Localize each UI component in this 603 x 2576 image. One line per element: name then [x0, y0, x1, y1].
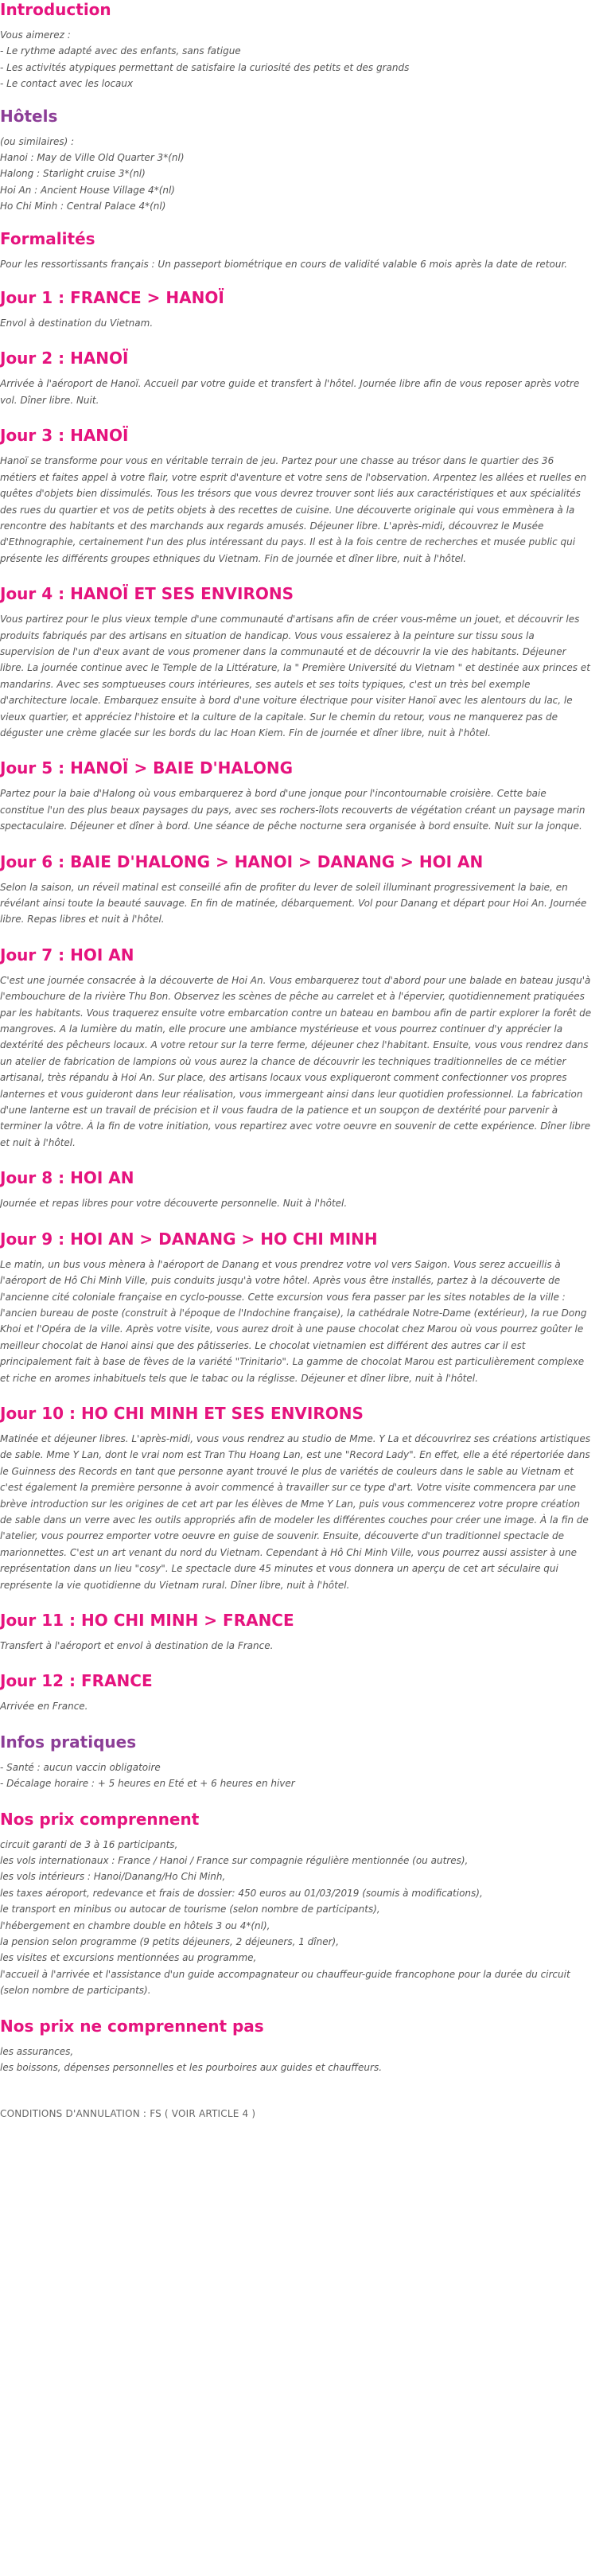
infos-item: - Santé : aucun vaccin obligatoire	[0, 1761, 161, 1773]
intro-list	[0, 43, 592, 92]
hotel-item: Hanoi : May de Ville Old Quarter 3*(nl)	[0, 152, 185, 164]
formalites-section	[0, 229, 592, 272]
formalites-title: Formalités	[0, 228, 95, 248]
day-section	[0, 1671, 592, 1714]
day-title: Jour 7 : HOI AN	[0, 945, 134, 965]
day-title: Jour 10 : HO CHI MINH ET SES ENVIRONS	[0, 1403, 364, 1423]
intro-lead: Vous aimerez :	[0, 29, 71, 41]
day-section	[0, 758, 592, 834]
day-section	[0, 288, 592, 331]
day-text: Arrivée en France.	[0, 1701, 88, 1713]
day-section	[0, 1230, 592, 1386]
infos-section	[0, 1732, 592, 1792]
prix-inclus-section	[0, 1810, 592, 1999]
day-section	[0, 852, 592, 928]
day-title: Jour 9 : HOI AN > DANANG > HO CHI MINH	[0, 1229, 378, 1249]
prix-inclus-item: l'accueil à l'arrivée et l'assistance d'un guide accompagnateur ou chauffeur-guide francophone pour la durée du circuit (selon nombre de participants).	[0, 1968, 570, 1997]
day-text: Envol à destination du Vietnam.	[0, 318, 154, 329]
hotels-title: Hôtels	[0, 106, 58, 126]
day-section	[0, 426, 592, 567]
day-text: Arrivée à l'aéroport de Hanoï. Accueil par votre guide et transfert à l'hôtel. Journée libre afin de vous reposer après votre vol. Dîner libre. Nuit.	[0, 378, 580, 406]
day-section	[0, 1611, 592, 1654]
day-title: Jour 2 : HANOÏ	[0, 349, 129, 368]
hotel-item: Halong : Starlight cruise 3*(nl)	[0, 168, 146, 180]
hotels-lead: (ou similaires) :	[0, 135, 75, 147]
intro-item: - Les activités atypiques permettant de satisfaire la curiosité des petits et des grands	[0, 61, 410, 73]
day-title: Jour 8 : HOI AN	[0, 1168, 134, 1188]
intro-title: Introduction	[0, 0, 111, 19]
day-section	[0, 349, 592, 408]
day-title: Jour 4 : HANOÏ ET SES ENVIRONS	[0, 584, 294, 604]
day-text: C'est une journée consacrée à la découverte de Hoi An. Vous embarquerez tout d'abord pour une balade en bateau jusqu'à l'embouchure de la rivière Thu Bon. Observez les scènes de pêche au carrelet et à l'épervier, quotidiennement pratiquées par les habitants. Vous traquerez ensuite votre embarcation contre un bateau en bambou afin de partir explorer la forêt de mangroves. A la lumière du matin, elle procure une ambiance mystérieuse et vous pourrez continuer d'y apprécier la dextérité des pêcheurs locaux. A votre retour sur la terre ferme, déjeuner chez l'habitant. Ensuite, vous vous rendrez dans un atelier de fabrication de lampions où vous aurez la chance de découvrir les techniques traditionnelles de ce métier artisanal, très répandu à Hoi An. Sur place, des artisans locaux vous expliqueront comment confectionner vos propres lanternes et vous guideront dans leur réalisation, vous immergeant ainsi dans leur quotidien professionnel. La fabrication d'une lanterne est un travail de précision et il vous faudra de la patience et un soupçon de dextérité pour parvenir à terminer la vôtre. À la fin de votre initiation, vous repartirez avec votre oeuvre en souvenir de cette expérience. Dîner libre et nuit à l'hôtel.	[0, 974, 592, 1148]
hotel-item: Hoi An : Ancient House Village 4*(nl)	[0, 184, 175, 196]
prix-inclus-item: les vols intérieurs : Hanoi/Danang/Ho Chi Minh,	[0, 1871, 226, 1883]
day-title: Jour 6 : BAIE D'HALONG > HANOI > DANANG > HOI AN	[0, 852, 484, 871]
day-section	[0, 584, 592, 741]
prix-exclus-list	[0, 2044, 592, 2076]
day-title: Jour 1 : FRANCE > HANOÏ	[0, 288, 224, 308]
prix-inclus-item: les taxes aéroport, redevance et frais de dossier: 450 euros au 01/03/2019 (soumis à modifications),	[0, 1887, 483, 1899]
prix-inclus-title: Nos prix comprennent	[0, 1809, 200, 1829]
formalites-text: Pour les ressortissants français : Un passeport biométrique en cours de validité valable 6 mois après la date de retour.	[0, 258, 568, 270]
prix-inclus-list	[0, 1837, 592, 1999]
footer-section	[0, 2108, 592, 2126]
prix-exclus-section	[0, 2017, 592, 2076]
infos-list	[0, 1760, 592, 1792]
prix-inclus-item: les vols internationaux : France / Hanoi / France sur compagnie régulière mentionnée (ou autres),	[0, 1855, 469, 1867]
prix-exclus-item: les assurances,	[0, 2045, 74, 2057]
day-text: Transfert à l'aéroport et envol à destination de la France.	[0, 1640, 274, 1651]
day-title: Jour 11 : HO CHI MINH > FRANCE	[0, 1611, 294, 1630]
prix-inclus-item: circuit garanti de 3 à 16 participants,	[0, 1838, 178, 1850]
day-text: Hanoï se transforme pour vous en véritable terrain de jeu. Partez pour une chasse au trésor dans le quartier des 36 métiers et faites appel à votre flair, votre esprit d'aventure et votre sens de l'observation. Arpentez les allées et ruelles en quêtes d'objets bien dissimulés. Tous les trésors que vous devrez trouver sont liés aux caractéristiques et aux spécialités des rues du quartier et vos de petits objets à des recettes de cuisine. Une découverte originale qui vous emmènera à la rencontre des habitants et des marchands aux regards amusés. Déjeuner libre. L'après-midi, découvrez le Musée d'Ethnographie, certainement l'un des plus intéressant du pays. Il est à la fois centre de recherches et musée public qui présente les différents groupes ethniques du Vietnam. Fin de journée et dîner libre, nuit à l'hôtel.	[0, 455, 587, 564]
intro-item: - Le rythme adapté avec des enfants, sans fatigue	[0, 45, 241, 57]
day-text: Partez pour la baie d'Halong où vous embarquerez à bord d'une jonque pour l'incontournable croisière. Cette baie constitue l'un des plus beaux paysages du pays, avec ses rochers-îlots recouverts de végétation créant un paysage marin spectaculaire. Déjeuner et dîner à bord. Une séance de pêche nocturne sera organisée à bord ensuite. Nuit sur la jonque.	[0, 788, 585, 832]
day-section	[0, 1404, 592, 1593]
prix-inclus-item: l'hébergement en chambre double en hôtels 3 ou 4*(nl),	[0, 1919, 270, 1931]
prix-exclus-title: Nos prix ne comprennent pas	[0, 2016, 264, 2036]
day-title: Jour 5 : HANOÏ > BAIE D'HALONG	[0, 758, 294, 778]
day-text: Vous partirez pour le plus vieux temple d'une communauté d'artisans afin de créer vous-même un jouet, et découvrir les produits fabriqués par des artisans en situation de handicap. Vous vous essaierez à la peinture sur tissu sous la supervision de l'un d'eux avant de vous promener dans la communauté et de découvrir la vie des habitants. Déjeuner libre. La journée continue avec le Temple de la Littérature, la " Première Université du Vietnam " et destinée aux princes et mandarins. Avec ses somptueuses cours intérieures, ses autels et ses toits typiques, c'est un très bel exemple d'architecture locale. Embarquez ensuite à bord d'une voiture électrique pour visiter Hanoï avec les alentours du lac, le vieux quartier, et appréciez l'histoire et la culture de la capitale. Sur le chemin du retour, vous ne manquerez pas de déguster une crème glacée sur les bords du lac Hoan Kiem. Fin de journée et dîner libre, nuit à l'hôtel.	[0, 614, 590, 739]
cancellation-conditions: CONDITIONS D'ANNULATION : FS ( VOIR ARTICLE 4 )	[0, 2107, 256, 2119]
day-text: Le matin, un bus vous mènera à l'aéroport de Danang et vous prendrez votre vol vers Saigon. Vous serez accueillis à l'aéroport de Hô Chi Minh Ville, puis conduits jusqu'à votre hôtel. Après vous être installés, partez à la découverte de l'ancienne cité coloniale française en cyclo-pousse. Cette excursion vous fera passer par les sites notables de la ville : l'ancien bureau de poste (construit à l'époque de l'Indochine française), la cathédrale Notre-Dame (extérieur), la rue Dong Khoi et l'Opéra de la ville. Après votre visite, vous aurez droit à une pause chocolat chez Marou où vous pourrez goûter le meilleur chocolat de Hanoi ainsi que des pâtisseries. Le chocolat vietnamien est différent des autres car il est principalement fait à base de fèves de la variété "Trinitario". La gamme de chocolat Marou est particulièrement complexe et riche en aromes inhabituels tels que le tabac ou la réglisse. Déjeuner et dîner libre, nuit à l'hôtel.	[0, 1258, 587, 1384]
prix-inclus-item: le transport en minibus ou autocar de tourisme (selon nombre de participants),	[0, 1904, 380, 1915]
day-title: Jour 3 : HANOÏ	[0, 426, 129, 446]
day-title: Jour 12 : FRANCE	[0, 1671, 153, 1691]
infos-item: - Décalage horaire : + 5 heures en Eté et + 6 heures en hiver	[0, 1778, 295, 1790]
prix-inclus-item: la pension selon programme (9 petits déjeuners, 2 déjeuners, 1 dîner),	[0, 1936, 340, 1948]
intro-body	[0, 27, 592, 92]
hotels-list	[0, 150, 592, 215]
day-section	[0, 945, 592, 1151]
day-text: Journée et repas libres pour votre découverte personnelle. Nuit à l'hôtel.	[0, 1198, 348, 1210]
hotel-item: Ho Chi Minh : Central Palace 4*(nl)	[0, 201, 166, 212]
day-text: Matinée et déjeuner libres. L'après-midi, vous vous rendrez au studio de Mme. Y La et découvrirez ses créations artistiques de sable. Mme Y Lan, dont le vrai nom est Tran Thu Hoang Lan, est une "Record Lady". En effet, elle a été répertoriée dans le Guinness des Records en tant que personne ayant trouvé le plus de variétés de couleurs dans le sable au Vietnam et c'est également la première personne à avoir commencé à travailler sur ce type d'art. Votre visite commencera par une brève introduction sur les origines de cet art par les élèves de Mme Y Lan, puis vous commencerez votre propre création de sable dans un verre avec les outils appropriés afin de modeler les différentes couches pour créer une image. À la fin de l'atelier, vous pourrez emporter votre oeuvre en guise de souvenir. Ensuite, découverte d'un traditionnel spectacle de marionnettes. C'est un art venant du nord du Vietnam. Cependant à Hô Chi Minh Ville, vous pourrez aussi assister à une représentation dans un lieu "cosy". Le spectacle dure 45 minutes et vous donnera un aperçu de cet art séculaire qui représente la vie quotidienne du Vietnam rural. Dîner libre, nuit à l'hôtel.	[0, 1432, 591, 1591]
intro-item: - Le contact avec les locaux	[0, 78, 134, 90]
prix-inclus-item: les visites et excursions mentionnées au programme,	[0, 1952, 257, 1964]
infos-title: Infos pratiques	[0, 1732, 137, 1752]
day-text: Selon la saison, un réveil matinal est conseillé afin de profiter du lever de soleil illuminant progressivement la baie, en révélant ainsi toute la beauté sauvage. En fin de matinée, débarquement. Vol pour Danang et départ pour Hoi An. Journée libre. Repas libres et nuit à l'hôtel.	[0, 881, 587, 926]
day-section	[0, 1168, 592, 1211]
hotels-section	[0, 107, 592, 215]
hotels-body	[0, 134, 592, 215]
intro-section	[0, 0, 592, 92]
prix-exclus-item: les boissons, dépenses personnelles et les pourboires aux guides et chauffeurs.	[0, 2062, 383, 2074]
